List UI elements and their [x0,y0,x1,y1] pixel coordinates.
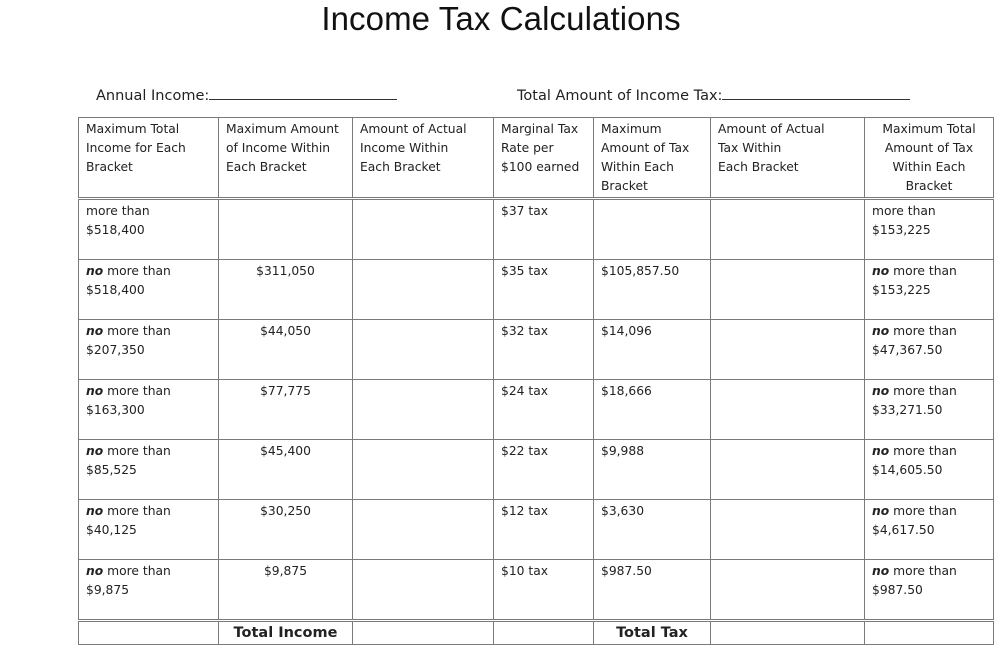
total-income-label: Total Income [219,621,353,645]
max-in-bracket-cell: $77,775 [219,380,353,440]
rate-cell: $37 tax [494,199,594,260]
actual-tax-cell[interactable] [711,500,865,560]
max-in-bracket-cell [219,199,353,260]
max-in-bracket-cell: $311,050 [219,260,353,320]
header-max-income-within-bracket: Maximum Amount of Income Within Each Bracket [219,118,353,199]
max-tax-cell: $18,666 [594,380,711,440]
max-tax-cell: $9,988 [594,440,711,500]
header-actual-income-within-bracket: Amount of Actual Income Within Each Bracket [353,118,494,199]
table-row [79,199,994,260]
actual-income-cell[interactable] [353,320,494,380]
total-tax-cell: no more than $33,271.50 [865,380,994,440]
header-marginal-rate: Marginal Tax Rate per $100 earned [494,118,594,199]
total-tax-label: Total Amount of Income Tax: [517,88,723,104]
actual-tax-cell[interactable] [711,260,865,320]
total-tax-blank[interactable] [722,86,910,100]
max-in-bracket-cell: $45,400 [219,440,353,500]
max-in-bracket-cell: $44,050 [219,320,353,380]
table-row [79,380,994,440]
table-row [79,260,994,320]
header-max-total-tax: Maximum Total Amount of Tax Within Each Bracket [865,118,994,199]
tax-bracket-table [78,117,994,645]
income-cell: no more than $85,525 [79,440,219,500]
actual-tax-cell[interactable] [711,560,865,621]
header-max-total-income: Maximum Total Income for Each Bracket [79,118,219,199]
rate-cell: $12 tax [494,500,594,560]
total-tax-footer-label: Total Tax [594,621,711,645]
income-cell: more than $518,400 [79,199,219,260]
max-tax-cell [594,199,711,260]
max-in-bracket-cell: $30,250 [219,500,353,560]
actual-tax-cell[interactable] [711,320,865,380]
rate-cell: $35 tax [494,260,594,320]
max-tax-cell: $105,857.50 [594,260,711,320]
max-tax-cell: $14,096 [594,320,711,380]
income-cell: no more than $163,300 [79,380,219,440]
total-tax-cell: no more than $14,605.50 [865,440,994,500]
page-title: Income Tax Calculations [321,0,681,37]
actual-income-cell[interactable] [353,500,494,560]
table-row [79,500,994,560]
header-actual-tax-within-bracket: Amount of Actual Tax Within Each Bracket [711,118,865,199]
total-tax-cell: more than $153,225 [865,199,994,260]
total-tax-cell: no more than $987.50 [865,560,994,621]
total-tax-cell: no more than $153,225 [865,260,994,320]
header-max-tax-within-bracket: Maximum Amount of Tax Within Each Bracket [594,118,711,199]
actual-income-cell[interactable] [353,199,494,260]
max-in-bracket-cell: $9,875 [219,560,353,621]
income-cell: no more than $40,125 [79,500,219,560]
actual-income-cell[interactable] [353,560,494,621]
actual-income-cell[interactable] [353,440,494,500]
actual-income-cell[interactable] [353,380,494,440]
total-tax-cell: no more than $47,367.50 [865,320,994,380]
actual-tax-cell[interactable] [711,440,865,500]
table-row [79,320,994,380]
rate-cell: $24 tax [494,380,594,440]
max-tax-cell: $3,630 [594,500,711,560]
annual-income-label: Annual Income: [96,88,210,104]
actual-tax-cell[interactable] [711,199,865,260]
annual-income-blank[interactable] [209,86,397,100]
header-row [79,118,994,199]
table-row [79,440,994,500]
income-cell: no more than $207,350 [79,320,219,380]
rate-cell: $32 tax [494,320,594,380]
actual-tax-cell[interactable] [711,380,865,440]
max-tax-cell: $987.50 [594,560,711,621]
income-cell: no more than $9,875 [79,560,219,621]
total-tax-cell: no more than $4,617.50 [865,500,994,560]
actual-income-cell[interactable] [353,260,494,320]
rate-cell: $22 tax [494,440,594,500]
annual-income-field [96,86,397,104]
table-row [79,560,994,621]
total-tax-field [517,86,910,104]
income-cell: no more than $518,400 [79,260,219,320]
rate-cell: $10 tax [494,560,594,621]
